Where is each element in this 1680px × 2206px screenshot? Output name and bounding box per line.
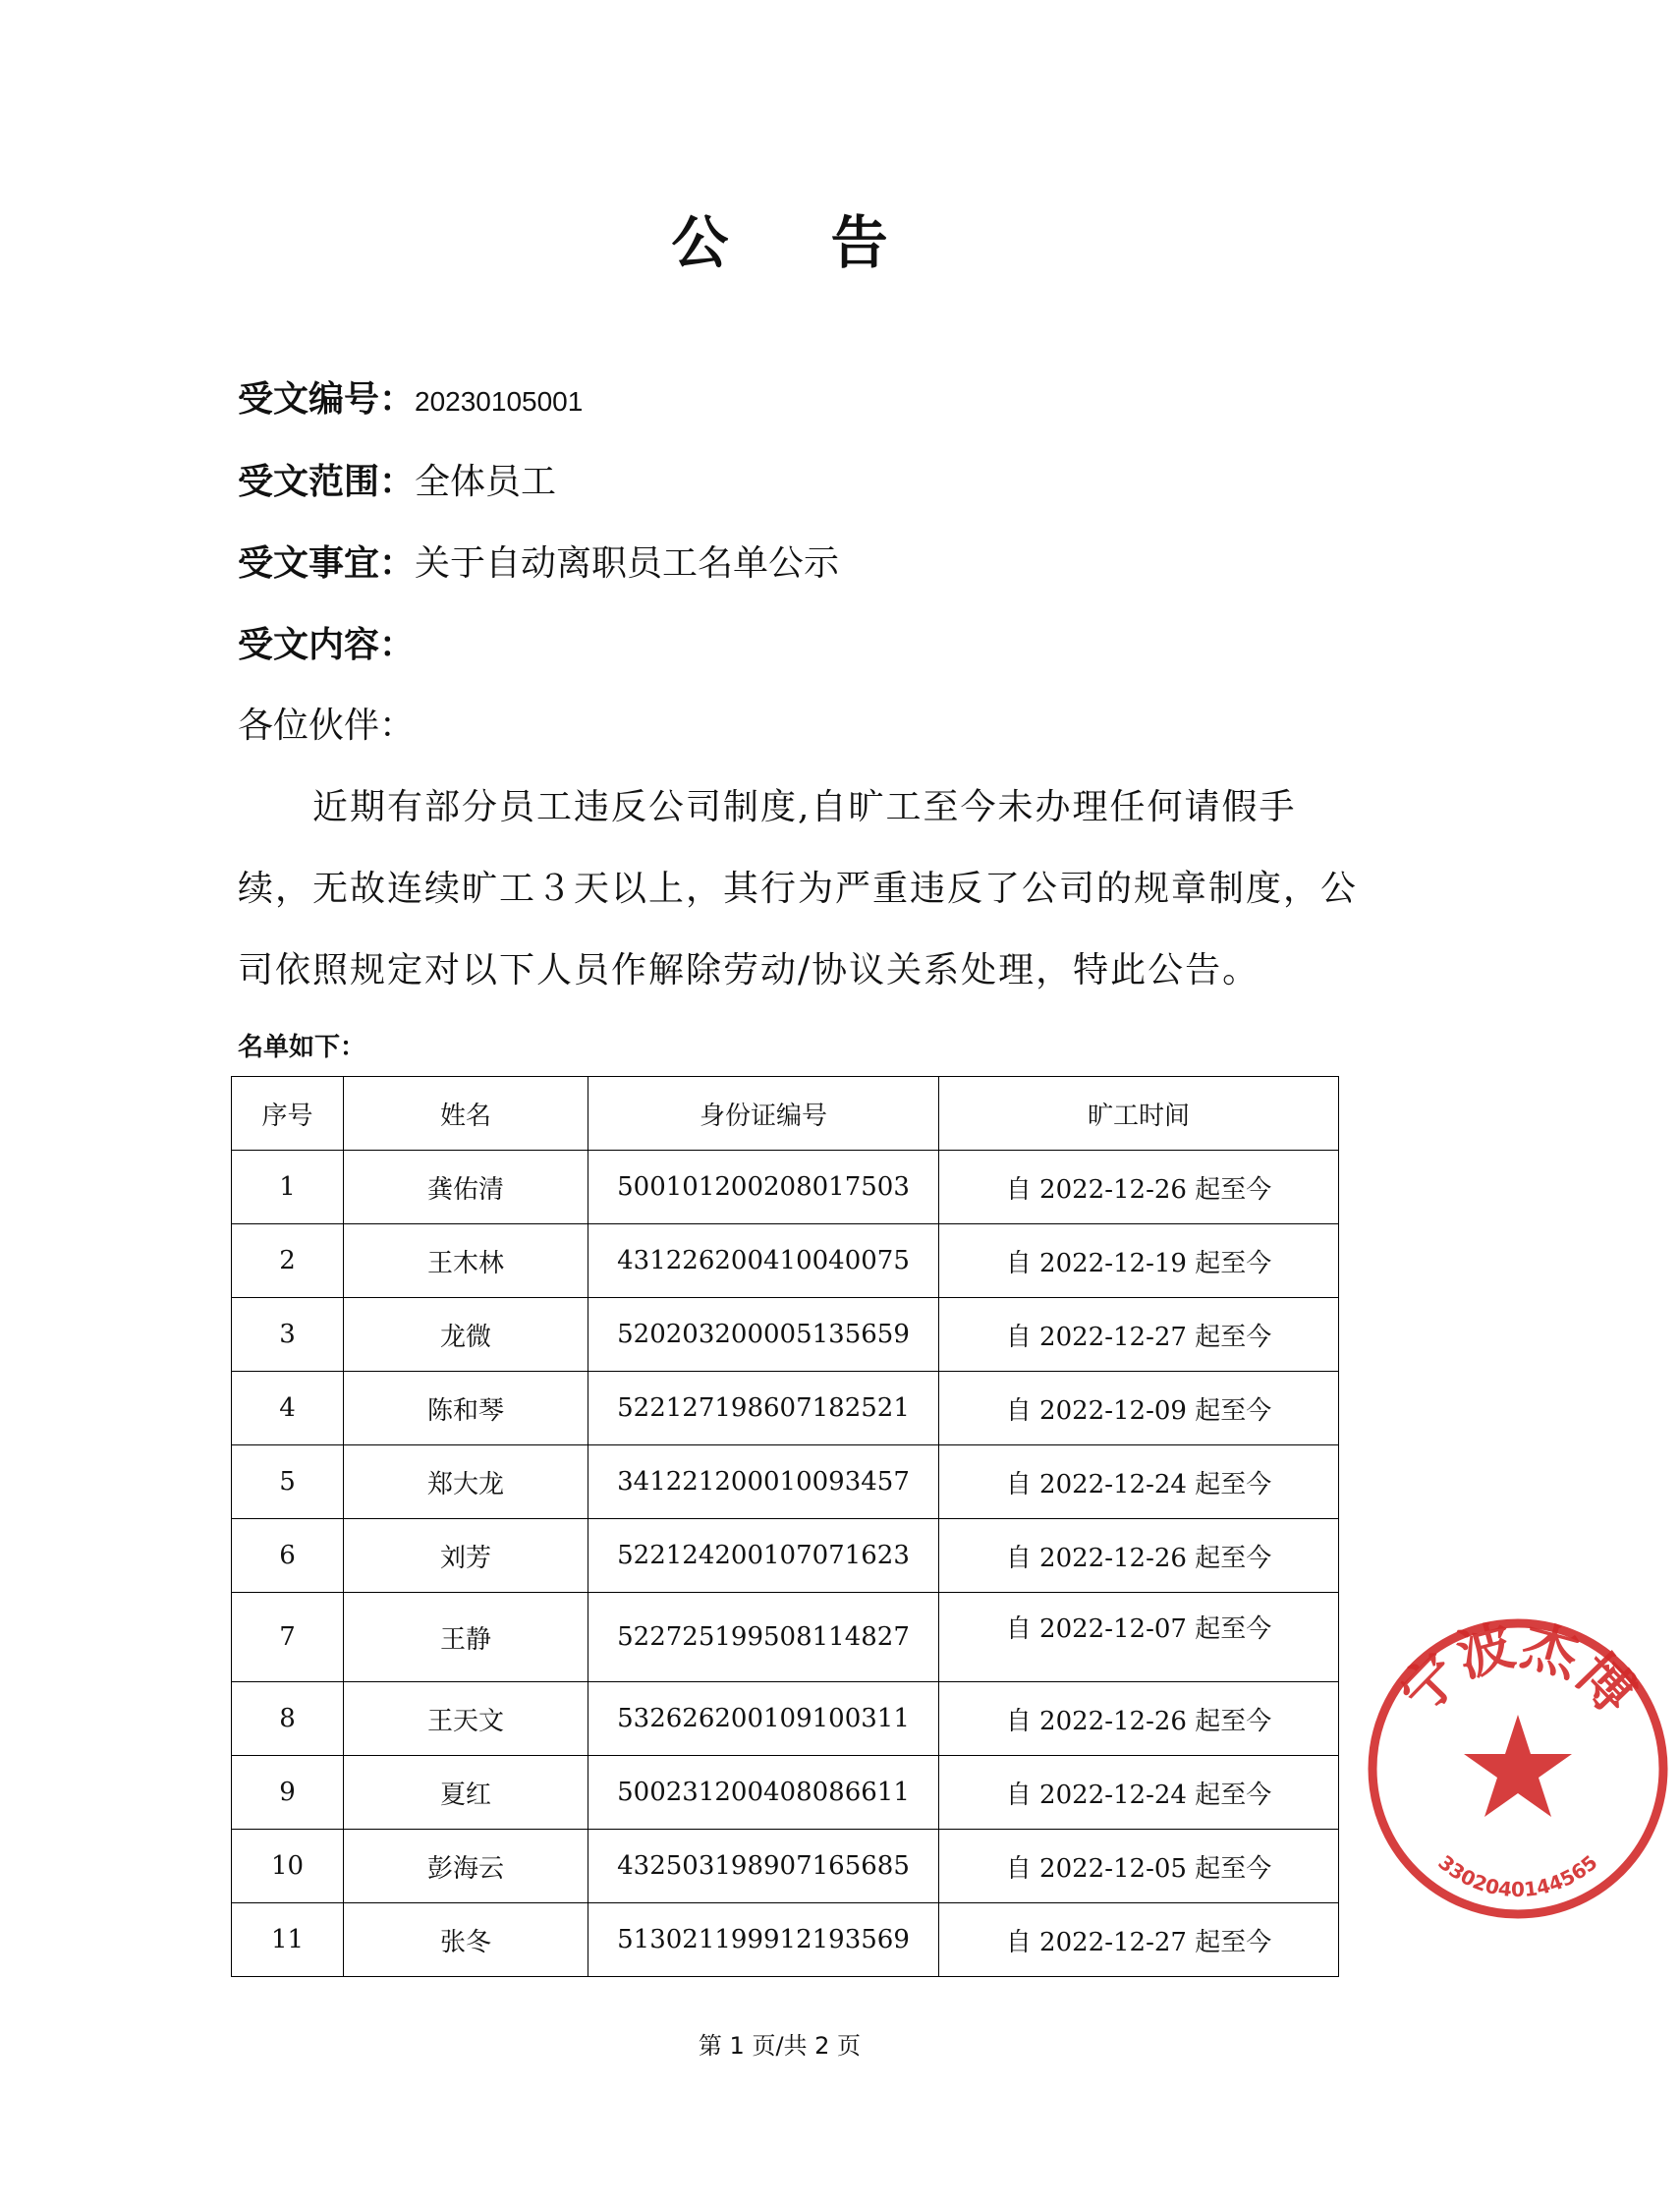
row-serial: 6: [232, 1519, 344, 1593]
row-serial: 2: [232, 1224, 344, 1298]
row-serial: 9: [232, 1756, 344, 1830]
row-absence-time: 自 2022-12-24 起至今: [939, 1756, 1339, 1830]
row-name: 张冬: [344, 1903, 588, 1977]
row-name: 郑大龙: [344, 1445, 588, 1519]
row-serial: 8: [232, 1682, 344, 1756]
meta-content: [238, 617, 415, 667]
row-name: 陈和琴: [344, 1372, 588, 1445]
row-absence-time: 自 2022-12-24 起至今: [939, 1445, 1339, 1519]
row-id-number: 341221200010093457: [588, 1445, 939, 1519]
table-row: [232, 1445, 1339, 1519]
header-id-number: 身份证编号: [588, 1077, 939, 1151]
row-serial: 11: [232, 1903, 344, 1977]
greeting: 各位伙伴：: [238, 706, 416, 746]
row-absence-time: 自 2022-12-27 起至今: [939, 1903, 1339, 1977]
dismissal-table: [231, 1076, 1339, 1977]
meta-subject: [238, 536, 839, 586]
row-name: 刘芳: [344, 1519, 588, 1593]
table-row: [232, 1151, 1339, 1224]
row-serial: 3: [232, 1298, 344, 1372]
document-title: 公 告: [671, 209, 929, 276]
table-row: [232, 1756, 1339, 1830]
row-name: 王静: [344, 1593, 588, 1682]
table-row: [232, 1903, 1339, 1977]
table-row: [232, 1593, 1339, 1682]
row-id-number: 431226200410040075: [588, 1224, 939, 1298]
meta-label: 受文内容：: [238, 625, 416, 665]
body-line: 续，无故连续旷工３天以上，其行为严重违反了公司的规章制度，公: [238, 869, 1359, 909]
row-serial: 10: [232, 1830, 344, 1903]
row-id-number: 532626200109100311: [588, 1682, 939, 1756]
table-row: [232, 1224, 1339, 1298]
row-absence-time: 自 2022-12-05 起至今: [939, 1830, 1339, 1903]
svg-text:宁波杰博: 宁波杰博: [1388, 1613, 1648, 1726]
meta-value: 全体员工: [415, 462, 557, 502]
meta-value: 20230105001: [415, 386, 584, 417]
row-id-number: 522124200107071623: [588, 1519, 939, 1593]
header-absence-time: 旷工时间: [939, 1077, 1339, 1151]
row-name: 龙微: [344, 1298, 588, 1372]
row-absence-time: 自 2022-12-26 起至今: [939, 1151, 1339, 1224]
row-serial: 7: [232, 1593, 344, 1682]
table-body: [232, 1151, 1339, 1977]
row-name: 王木林: [344, 1224, 588, 1298]
company-seal: [1356, 1607, 1680, 1931]
table-row: [232, 1682, 1339, 1756]
row-serial: 4: [232, 1372, 344, 1445]
row-absence-time: 自 2022-12-19 起至今: [939, 1224, 1339, 1298]
row-name: 夏红: [344, 1756, 588, 1830]
list-label: 名单如下：: [238, 1033, 366, 1062]
row-name: 王天文: [344, 1682, 588, 1756]
row-id-number: 520203200005135659: [588, 1298, 939, 1372]
body-line: 近期有部分员工违反公司制度,自旷工至今未办理任何请假手: [238, 787, 1297, 827]
page-footer: 第 1 页/共 2 页: [698, 2032, 862, 2060]
table-row: [232, 1830, 1339, 1903]
row-id-number: 513021199912193569: [588, 1903, 939, 1977]
row-serial: 5: [232, 1445, 344, 1519]
row-name: 彭海云: [344, 1830, 588, 1903]
table-row: [232, 1298, 1339, 1372]
meta-scope: [238, 454, 556, 504]
row-id-number: 432503198907165685: [588, 1830, 939, 1903]
row-absence-time: 自 2022-12-07 起至今: [939, 1593, 1339, 1682]
meta-doc-number: [238, 371, 583, 422]
meta-label: 受文范围：: [238, 462, 416, 502]
row-serial: 1: [232, 1151, 344, 1224]
row-id-number: 522725199508114827: [588, 1593, 939, 1682]
meta-label: 受文编号：: [238, 379, 416, 420]
table-row: [232, 1372, 1339, 1445]
row-name: 龚佑清: [344, 1151, 588, 1224]
row-id-number: 500231200408086611: [588, 1756, 939, 1830]
svg-text:3302040144565: 3302040144565: [1433, 1850, 1602, 1901]
row-absence-time: 自 2022-12-09 起至今: [939, 1372, 1339, 1445]
row-absence-time: 自 2022-12-26 起至今: [939, 1682, 1339, 1756]
row-absence-time: 自 2022-12-27 起至今: [939, 1298, 1339, 1372]
table-header-row: [232, 1077, 1339, 1151]
header-serial: 序号: [232, 1077, 344, 1151]
row-id-number: 500101200208017503: [588, 1151, 939, 1224]
row-id-number: 522127198607182521: [588, 1372, 939, 1445]
row-absence-time: 自 2022-12-26 起至今: [939, 1519, 1339, 1593]
body-line: 司依照规定对以下人员作解除劳动/协议关系处理，特此公告。: [238, 950, 1260, 990]
meta-value: 关于自动离职员工名单公示: [415, 543, 840, 584]
table-row: [232, 1519, 1339, 1593]
meta-label: 受文事宜：: [238, 543, 416, 584]
header-name: 姓名: [344, 1077, 588, 1151]
